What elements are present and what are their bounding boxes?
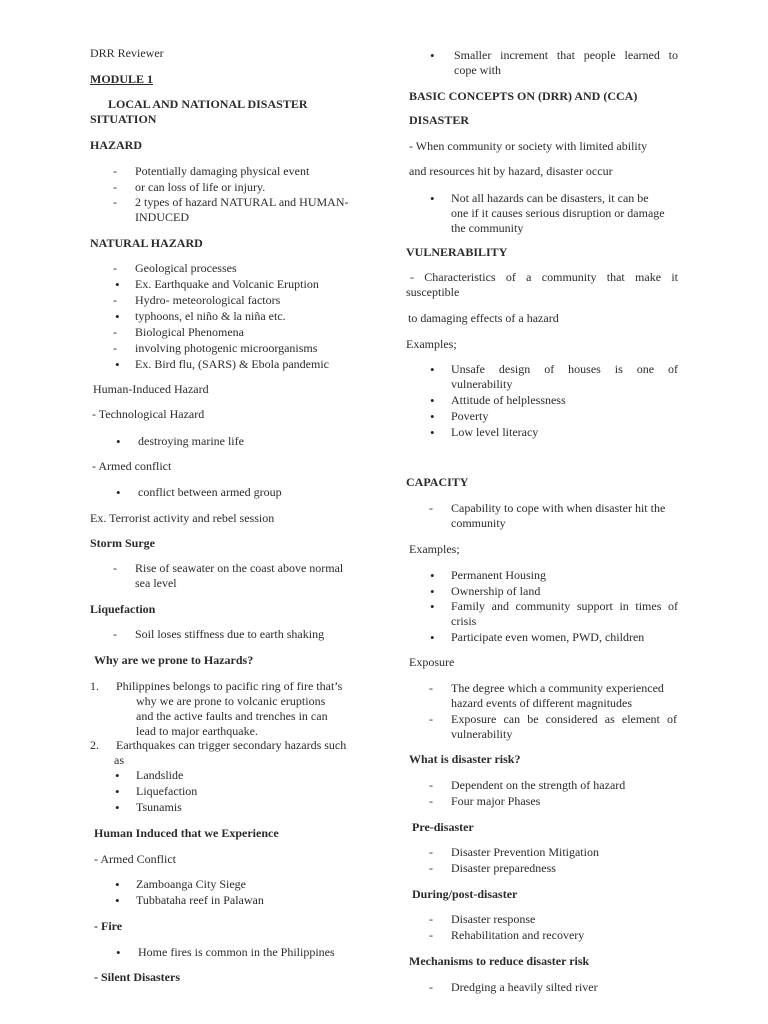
examples-label: Examples;	[409, 542, 460, 556]
list-bullet: •	[115, 277, 120, 292]
list-item-text: why we are prone to volcanic eruptions	[136, 694, 326, 708]
list-bullet: -	[113, 325, 117, 339]
list-item-text: Four major Phases	[451, 794, 541, 808]
list-item-text: Exposure can be considered as element of	[451, 712, 677, 726]
list-item-text: Home fires is common in the Philippines	[138, 945, 335, 959]
list-item-text: hazard events of different magnitudes	[451, 696, 633, 710]
liquefaction-heading: Liquefaction	[90, 602, 156, 616]
list-item-text: Ownership of land	[451, 584, 541, 598]
list-item-text: Landslide	[136, 768, 184, 782]
disaster-risk-heading: What is disaster risk?	[409, 752, 521, 766]
pre-disaster-heading: Pre-disaster	[412, 820, 474, 834]
list-item-text: Family and community support in times of	[451, 599, 678, 613]
document-page: DRR Reviewer MODULE 1 LOCAL AND NATIONAL DISASTER SITUATION HAZARD - Potentially damaging physical event - or can loss of life or injury. - 2 types of hazard NATURAL and HUMAN- INDUCED NATURAL HAZARD - Geological processes • Ex. Earthquake and Volcanic Eruption - Hydro- meteorological factors • typhoons, el niño & la niña etc. - Biological Phenomena - involving photogenic microorganisms • Ex. Bird flu, (SARS) & Ebola pandemic Human-Induced Hazard - Technological Hazard • destroying marine life - Armed conflict • conflict between armed group Ex. Terrorist activity and rebel session Storm Surge - Rise of seawater on the coast above normal sea level Liquefaction - Soil loses stiffness due to earth shaking Why are we prone to Hazards? 1. Philippines belongs to pacific ring of fire that’s why we are prone to volcanic eruptions and the active faults and trenches in can lead to major earthquake. 2. Earthquakes can trigger secondary hazards such as • Landslide • Liquefaction • Tsunamis Human Induced that we Experience - Armed Conflict • Zamboanga City Siege • Tubbataha reef in Palawan - Fire • Home fires is common in the Philippines - Silent Disasters • Smaller increment that people learned to cope with BASIC CONCEPTS ON (DRR) AND (CCA) DISASTER - When community or society with limited ability and resources hit by hazard, disaster occur • Not all hazards can be disasters, it can be one if it causes serious disruption or damage the community VULNERABILITY - Characteristics of a community that make it susceptible to damaging effects of a hazard Examples; • Unsafe design of houses is one of vulnerability • Attitude of helplessness • Poverty • Low level literacy CAPACITY - Capability to cope with when disaster hit the community Examples; • Permanent Housing • Ownership of land • Family and community support in times of crisis • Participate even women, PWD, children Exposure - The degree which a community experienced hazard events of different magnitudes - Exposure can be considered as element of vulnerability What is disaster risk? - Dependent on the strength of hazard - Four major Phases Pre-disaster - Disaster Prevention Mitigation - Disaster preparedness During/post-disaster - Disaster response - Rehabilitation and recovery Mechanisms to reduce disaster risk - Dredging a heavily silted river	[90, 46, 678, 994]
list-item-text: typhoons, el niño & la niña etc.	[135, 309, 286, 323]
list-bullet: -	[113, 293, 117, 307]
list-item-text: Liquefaction	[136, 784, 198, 798]
document-title: DRR Reviewer	[90, 46, 164, 60]
armed-conflict-label: - Armed Conflict	[94, 852, 176, 866]
definition-line: - Characteristics of a community that make it	[410, 270, 678, 284]
list-item-text: involving photogenic microorganisms	[135, 341, 318, 355]
list-item-text: or can loss of life or injury.	[135, 180, 266, 194]
silent-disasters-heading: - Silent Disasters	[94, 970, 180, 984]
hazard-heading: HAZARD	[90, 138, 143, 152]
list-item-text: Smaller increment that people learned to	[454, 48, 678, 62]
list-bullet: -	[113, 261, 117, 275]
list-item-text: and the active faults and trenches in can	[136, 709, 328, 723]
list-item-text: crisis	[451, 614, 477, 628]
list-item-text: vulnerability	[451, 727, 513, 741]
list-item-text: Permanent Housing	[451, 568, 546, 582]
list-bullet: -	[113, 341, 117, 355]
why-prone-heading: Why are we prone to Hazards?	[94, 653, 254, 667]
exposure-heading: Exposure	[409, 655, 455, 669]
list-item-text: Disaster preparedness	[451, 861, 556, 875]
list-item-text: Philippines belongs to pacific ring of fire that’s	[116, 679, 343, 693]
list-item-text: Rise of seawater on the coast above normal	[135, 561, 344, 575]
list-item-text: INDUCED	[135, 210, 189, 224]
list-item-text: Rehabilitation and recovery	[451, 928, 585, 942]
terrorist-example: Ex. Terrorist activity and rebel session	[90, 511, 275, 525]
list-item-text: Disaster response	[451, 912, 536, 926]
list-item-text: destroying marine life	[138, 434, 244, 448]
technological-hazard-label: - Technological Hazard	[92, 407, 205, 421]
list-item-text: Earthquakes can trigger secondary hazards such	[116, 738, 347, 752]
module-heading: MODULE 1	[90, 72, 153, 86]
list-item-text: Tsunamis	[136, 800, 182, 814]
storm-surge-heading: Storm Surge	[90, 536, 155, 550]
list-item-text: conflict between armed group	[138, 485, 282, 499]
list-item-text: lead to major earthquake.	[136, 724, 258, 738]
list-item-text: Potentially damaging physical event	[135, 164, 310, 178]
list-item-text: Tubbataha reef in Palawan	[136, 893, 264, 907]
list-item-text: sea level	[135, 576, 177, 590]
list-item-text: vulnerability	[451, 377, 513, 391]
list-item-text: 2 types of hazard NATURAL and HUMAN-	[135, 195, 349, 209]
list-item-text: Disaster Prevention Mitigation	[451, 845, 599, 859]
list-item-text: Dependent on the strength of hazard	[451, 778, 626, 792]
heading-line: SITUATION	[90, 112, 157, 126]
list-item-text: Biological Phenomena	[135, 325, 244, 339]
list-item-text: Capability to cope with when disaster hit the	[451, 501, 666, 515]
list-bullet: •	[115, 357, 120, 372]
list-item-text: one if it causes serious disruption or damage	[451, 206, 665, 220]
human-induced-heading: Human-Induced Hazard	[93, 382, 209, 396]
list-item-text: Ex. Bird flu, (SARS) & Ebola pandemic	[135, 357, 329, 371]
list-item-text: Ex. Earthquake and Volcanic Eruption	[135, 277, 319, 291]
list-item-text: Geological processes	[135, 261, 237, 275]
natural-hazard-heading: NATURAL HAZARD	[90, 236, 203, 250]
list-item-text: cope with	[454, 63, 501, 77]
list-item-text: the community	[451, 221, 524, 235]
disaster-definition: - When community or society with limited ability	[409, 139, 648, 153]
vulnerability-definition	[406, 270, 678, 300]
definition-line: susceptible	[406, 285, 460, 299]
during-post-disaster-heading: During/post-disaster	[412, 887, 518, 901]
vulnerability-heading: VULNERABILITY	[406, 245, 508, 259]
list-item-text: community	[451, 516, 506, 530]
list-item-text: Participate even women, PWD, children	[451, 630, 645, 644]
list-item-text: Hydro- meteorological factors	[135, 293, 281, 307]
vulnerability-definition: to damaging effects of a hazard	[408, 311, 559, 325]
disaster-definition: and resources hit by hazard, disaster occur	[409, 164, 613, 178]
capacity-heading: CAPACITY	[406, 475, 469, 489]
list-item-text: Attitude of helplessness	[451, 393, 566, 407]
armed-conflict-label: - Armed conflict	[92, 459, 172, 473]
list-item-text: Zamboanga City Siege	[136, 877, 246, 891]
list-item-text: The degree which a community experienced	[451, 681, 664, 695]
heading-line: LOCAL AND NATIONAL DISASTER	[108, 97, 308, 111]
list-item-text: Not all hazards can be disasters, it can be	[451, 191, 649, 205]
mechanisms-heading: Mechanisms to reduce disaster risk	[409, 954, 590, 968]
list-item-text: Dredging a heavily silted river	[451, 980, 598, 994]
basic-concepts-heading: BASIC CONCEPTS ON (DRR) AND (CCA)	[409, 89, 638, 103]
human-experience-heading: Human Induced that we Experience	[94, 826, 279, 840]
local-national-heading	[90, 97, 362, 127]
list-item-text: Unsafe design of houses is one of	[451, 362, 678, 376]
list-item-text: as	[114, 753, 124, 767]
fire-heading: - Fire	[94, 919, 123, 933]
list-item-text: Soil loses stiffness due to earth shaking	[135, 627, 325, 641]
list-bullet: •	[115, 309, 120, 324]
list-item-text: Poverty	[451, 409, 489, 423]
disaster-heading: DISASTER	[409, 113, 470, 127]
list-item-text: Low level literacy	[451, 425, 539, 439]
examples-label: Examples;	[406, 337, 457, 351]
